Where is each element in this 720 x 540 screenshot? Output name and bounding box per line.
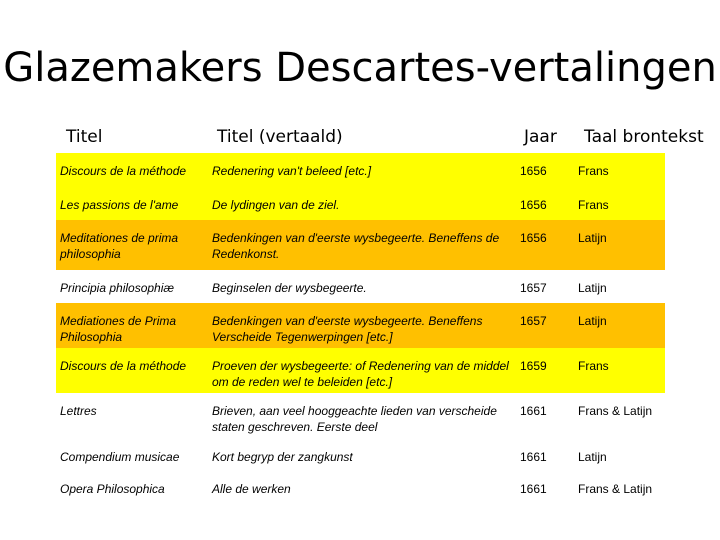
table-row — [56, 471, 665, 503]
translations-table — [56, 153, 665, 503]
column-header-source-language: Taal brontekst — [584, 127, 704, 147]
table-row — [56, 439, 665, 471]
table-row — [56, 270, 665, 303]
cell-year: 1661 — [520, 482, 547, 496]
cell-source-language: Frans — [578, 164, 609, 178]
cell-title: Meditationes de prima philosophia — [60, 231, 179, 261]
cell-title: Opera Philosophica — [60, 482, 165, 496]
cell-translated-title: Bedenkingen van d'eerste wysbegeerte. Beneffens Verscheide Tegenwerpingen [etc.] — [212, 314, 483, 344]
cell-year: 1659 — [520, 359, 547, 373]
page-title: Glazemakers Descartes-vertalingen — [3, 45, 717, 91]
column-header-title: Titel — [66, 127, 103, 147]
table-row — [56, 220, 665, 270]
cell-translated-title: De lydingen van de ziel. — [212, 198, 340, 212]
cell-source-language: Latijn — [578, 281, 607, 295]
table-row — [56, 187, 665, 220]
cell-title: Les passions de l'ame — [60, 198, 179, 212]
cell-translated-title: Alle de werken — [212, 482, 291, 496]
cell-source-language: Latijn — [578, 231, 607, 245]
cell-title: Compendium musicae — [60, 450, 180, 464]
cell-year: 1657 — [520, 314, 547, 328]
cell-year: 1656 — [520, 198, 547, 212]
cell-source-language: Latijn — [578, 450, 607, 464]
cell-translated-title: Beginselen der wysbegeerte. — [212, 281, 367, 295]
cell-source-language: Latijn — [578, 314, 607, 328]
table-row — [56, 153, 665, 187]
table-row — [56, 303, 665, 348]
cell-title: Discours de la méthode — [60, 359, 187, 373]
cell-title: Discours de la méthode — [60, 164, 187, 178]
cell-year: 1657 — [520, 281, 547, 295]
cell-source-language: Frans — [578, 359, 609, 373]
cell-source-language: Frans & Latijn — [578, 482, 653, 496]
table-row — [56, 348, 665, 393]
cell-year: 1656 — [520, 231, 547, 245]
cell-title: Lettres — [60, 404, 97, 418]
cell-translated-title: Brieven, aan veel hooggeachte lieden van verscheide staten geschreven. Eerste deel — [212, 404, 497, 434]
cell-title: Mediationes de Prima Philosophia — [60, 314, 177, 344]
table-header — [0, 125, 720, 153]
cell-translated-title: Bedenkingen van d'eerste wysbegeerte. Beneffens de Redenkonst. — [212, 231, 500, 261]
cell-title: Principia philosophiæ — [60, 281, 175, 295]
column-header-year: Jaar — [524, 127, 557, 147]
cell-translated-title: Redenering van't beleed [etc.] — [212, 164, 372, 178]
cell-source-language: Frans & Latijn — [578, 404, 653, 418]
table-row — [56, 393, 665, 439]
cell-year: 1661 — [520, 404, 547, 418]
cell-translated-title: Proeven der wysbegeerte: of Redenering van de middel om de reden wel te beleiden [etc.] — [212, 359, 509, 389]
cell-year: 1656 — [520, 164, 547, 178]
cell-source-language: Frans — [578, 198, 609, 212]
column-header-translated-title: Titel (vertaald) — [217, 127, 343, 147]
cell-year: 1661 — [520, 450, 547, 464]
cell-translated-title: Kort begryp der zangkunst — [212, 450, 353, 464]
